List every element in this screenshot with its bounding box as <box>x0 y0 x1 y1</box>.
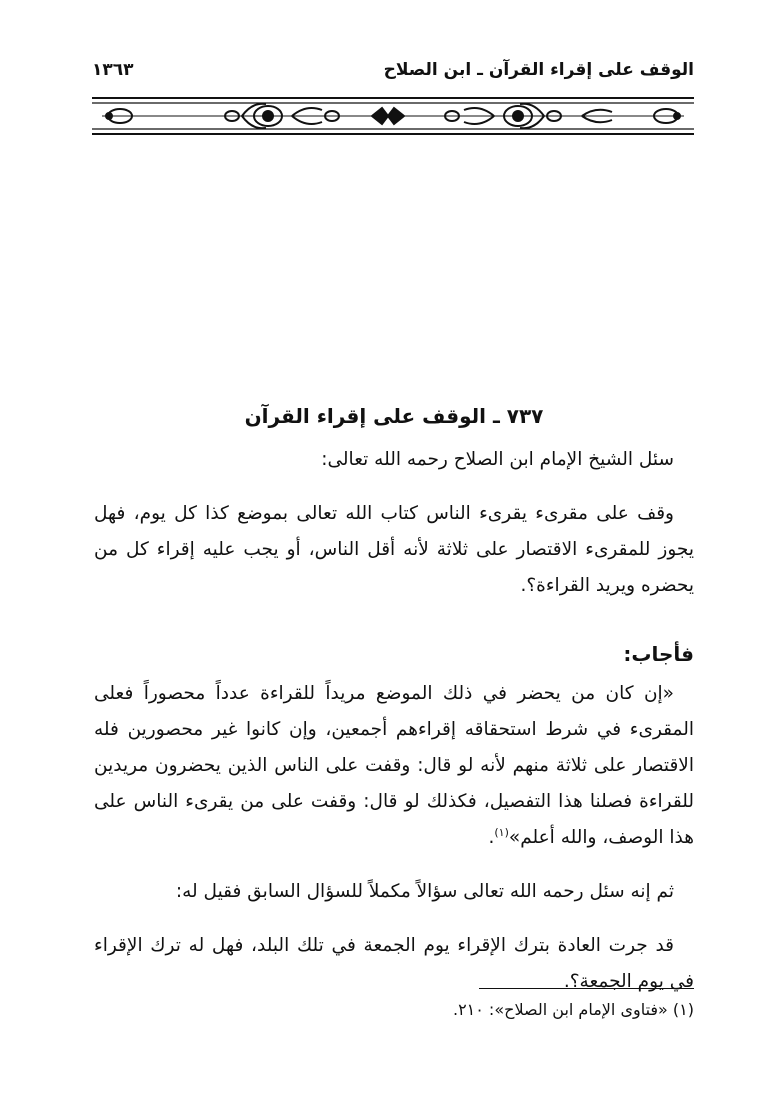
answer-paragraph <box>94 676 694 856</box>
footnote: (١) «فتاوى الإمام ابن الصلاح»: ٢١٠. <box>452 1000 694 1019</box>
main-text <box>94 398 694 1000</box>
followup-question: قد جرت العادة بترك الإقراء يوم الجمعة في تلك البلد، فهل له ترك الإقراء في يوم الجمعة؟. <box>94 935 694 992</box>
running-title: الوقف على إقراء القرآن ـ ابن الصلاح <box>383 60 694 80</box>
answer-label: فأجاب: <box>623 642 694 666</box>
decorative-ornament-border <box>92 96 694 136</box>
footnote-reference: (١) <box>494 825 509 839</box>
page-number: ١٣٦٣ <box>92 60 134 80</box>
page-header <box>92 58 694 88</box>
question-intro: سئل الشيخ الإمام ابن الصلاح رحمه الله تعالى: <box>321 449 674 470</box>
chapter-title: ٧٣٧ ـ الوقف على إقراء القرآن <box>244 404 544 428</box>
answer-text: «إن كان من يحضر في ذلك الموضع مريداً للقراءة عدداً محصوراً فعلى المقرىء في شرط استحقاقه إقراءهم أجمعين، وإن كانوا غير محصورين فله الاقتصار على ثلاثة منهم لأنه لو قال: وقفت على الناس الذين يحضرون مريدين للقراءة فصلنا هذا التفصيل، فكذلك لو قال: وقفت على من يقرىء الناس على هذا الوصف، والله أعلم» <box>94 683 694 848</box>
question-paragraph: وقف على مقرىء يقرىء الناس كتاب الله تعالى بموضع كذا كل يوم، فهل يجوز للمقرىء الاقتصار على ثلاثة لأنه أقل الناس، أو يجب عليه إقراء كل من يحضره ويريد القراءة؟. <box>94 503 694 596</box>
footnote-divider <box>479 988 694 989</box>
answer-end: . <box>488 827 495 848</box>
followup-intro: ثم إنه سئل رحمه الله تعالى سؤالاً مكملاً للسؤال السابق فقيل له: <box>175 881 674 902</box>
